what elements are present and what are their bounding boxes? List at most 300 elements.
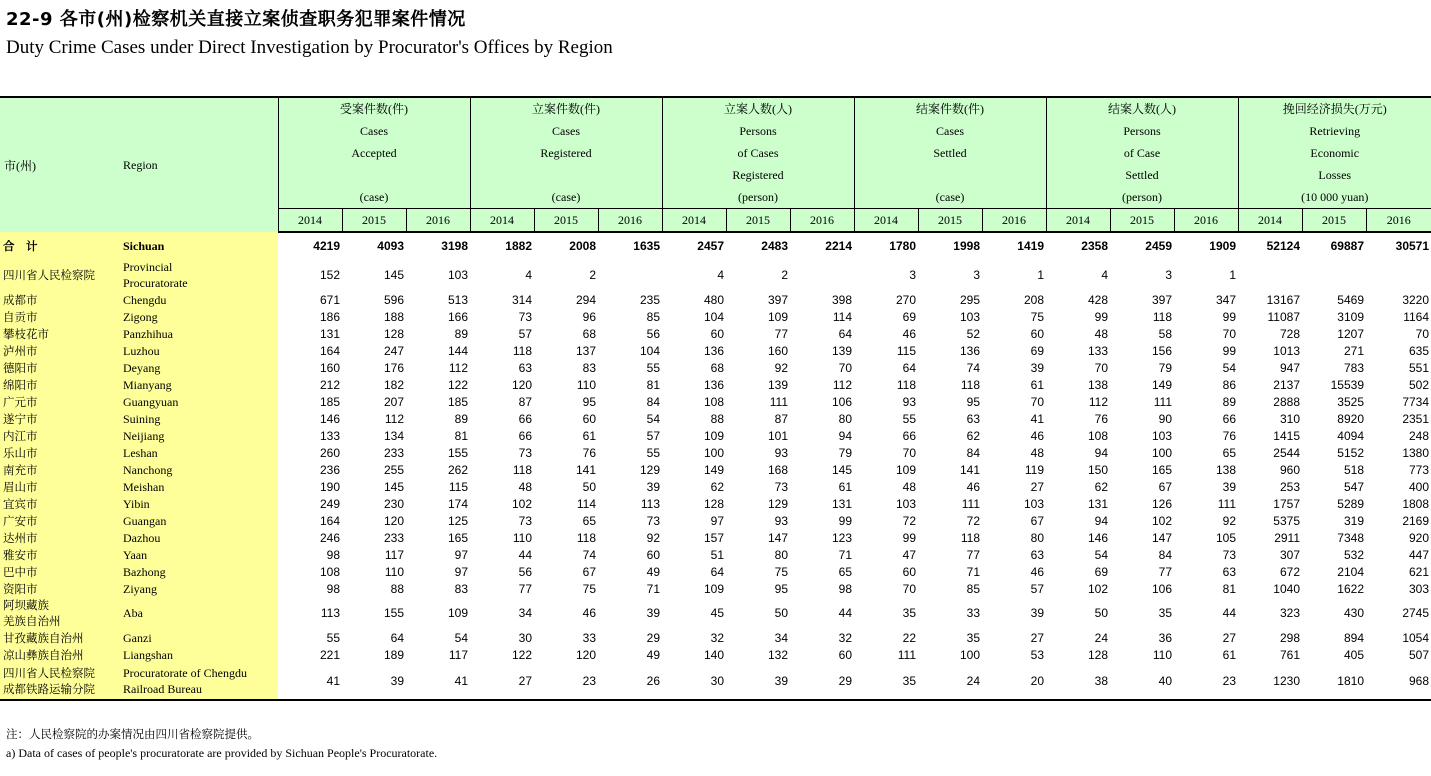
value-cell: 2483 bbox=[761, 239, 788, 253]
value-cell: 34 bbox=[518, 606, 532, 620]
value-cell: 95 bbox=[774, 581, 788, 596]
value-cell: 108 bbox=[319, 564, 340, 579]
value-cell: 41 bbox=[1030, 411, 1044, 426]
value-cell: 5152 bbox=[1337, 445, 1364, 460]
value-cell: 112 bbox=[832, 377, 852, 392]
region-en: Bazhong bbox=[119, 563, 278, 580]
region-cn: 甘孜藏族自治州 bbox=[0, 629, 119, 646]
value-cell: 99 bbox=[1222, 309, 1236, 324]
value-cell: 3 bbox=[909, 268, 916, 282]
value-cell: 152 bbox=[319, 268, 340, 282]
value-cell: 260 bbox=[319, 445, 340, 460]
region-en: Luzhou bbox=[119, 342, 278, 359]
value-cell: 150 bbox=[1087, 462, 1108, 477]
value-cell: 33 bbox=[966, 606, 980, 620]
value-cell: 39 bbox=[1222, 479, 1236, 494]
value-cell: 118 bbox=[576, 530, 596, 545]
value-cell: 114 bbox=[576, 496, 596, 511]
value-cell: 207 bbox=[383, 394, 404, 409]
value-cell: 76 bbox=[1222, 428, 1236, 443]
value-cell: 109 bbox=[767, 309, 788, 324]
value-cell: 7348 bbox=[1337, 530, 1364, 545]
region-en: Procuratorate of Chengdu Railroad Bureau bbox=[119, 663, 278, 700]
value-cell: 2459 bbox=[1145, 239, 1172, 253]
value-cell: 39 bbox=[1030, 360, 1044, 375]
value-cell: 68 bbox=[710, 360, 724, 375]
value-cell: 174 bbox=[447, 496, 468, 511]
value-cell: 3109 bbox=[1337, 309, 1364, 324]
value-cell: 74 bbox=[966, 360, 980, 375]
value-cell: 26 bbox=[598, 663, 662, 700]
value-cell: 68 bbox=[582, 326, 596, 341]
value-cell: 75 bbox=[1030, 309, 1044, 324]
table-row bbox=[0, 427, 1431, 444]
value-cell: 110 bbox=[512, 530, 532, 545]
year-header: 2015 bbox=[1110, 209, 1174, 233]
value-cell: 99 bbox=[1094, 309, 1108, 324]
table-row bbox=[0, 512, 1431, 529]
value-cell: 109 bbox=[703, 428, 724, 443]
value-cell: 50 bbox=[582, 479, 596, 494]
value-cell: 103 bbox=[1151, 428, 1172, 443]
value-cell: 160 bbox=[319, 360, 340, 375]
region-en: Aba bbox=[119, 597, 278, 629]
year-header: 2015 bbox=[918, 209, 982, 233]
value-cell: 136 bbox=[959, 343, 980, 358]
value-cell: 32 bbox=[710, 630, 724, 645]
value-cell: 314 bbox=[511, 292, 532, 307]
value-cell: 728 bbox=[1279, 326, 1300, 341]
value-cell: 428 bbox=[1087, 292, 1108, 307]
value-cell: 295 bbox=[959, 292, 980, 307]
value-cell: 39 bbox=[1030, 606, 1044, 620]
value-cell: 129 bbox=[767, 496, 788, 511]
year-header: 2014 bbox=[278, 209, 342, 233]
value-cell: 47 bbox=[902, 547, 916, 562]
value-cell: 1810 bbox=[1302, 663, 1366, 700]
value-cell: 64 bbox=[902, 360, 916, 375]
value-cell: 23 bbox=[1174, 663, 1238, 700]
value-cell: 15539 bbox=[1330, 377, 1364, 392]
value-cell: 93 bbox=[902, 394, 916, 409]
value-cell: 77 bbox=[774, 326, 788, 341]
value-cell: 44 bbox=[1222, 606, 1236, 620]
table-row bbox=[0, 597, 1431, 629]
value-cell: 400 bbox=[1408, 479, 1430, 494]
value-cell: 621 bbox=[1408, 564, 1430, 579]
value-cell: 212 bbox=[319, 377, 340, 392]
value-cell: 27 bbox=[1030, 479, 1044, 494]
year-header: 2015 bbox=[1302, 209, 1366, 233]
year-header: 2014 bbox=[662, 209, 726, 233]
value-cell: 23 bbox=[534, 663, 598, 700]
value-cell: 109 bbox=[895, 462, 916, 477]
region-en: Guangan bbox=[119, 512, 278, 529]
value-cell: 480 bbox=[703, 292, 724, 307]
table-row bbox=[0, 546, 1431, 563]
value-cell: 88 bbox=[390, 581, 404, 596]
value-cell: 139 bbox=[831, 343, 852, 358]
value-cell: 62 bbox=[1094, 479, 1108, 494]
value-cell: 2008 bbox=[569, 239, 596, 253]
value-cell: 249 bbox=[319, 496, 340, 511]
value-cell: 4 bbox=[1101, 268, 1108, 282]
value-cell: 5289 bbox=[1337, 496, 1364, 511]
value-cell: 77 bbox=[966, 547, 980, 562]
region-en: Nanchong bbox=[119, 461, 278, 478]
value-cell: 166 bbox=[447, 309, 468, 324]
value-cell: 50 bbox=[1094, 606, 1108, 620]
year-header: 2016 bbox=[982, 209, 1046, 233]
value-cell: 144 bbox=[447, 343, 468, 358]
value-cell: 1419 bbox=[1017, 239, 1044, 253]
table-row bbox=[0, 461, 1431, 478]
value-cell: 136 bbox=[703, 343, 724, 358]
value-cell: 104 bbox=[639, 343, 660, 358]
value-cell: 2214 bbox=[825, 239, 852, 253]
region-en: Ziyang bbox=[119, 580, 278, 597]
value-cell: 114 bbox=[832, 309, 852, 324]
value-cell: 128 bbox=[703, 496, 724, 511]
value-cell: 141 bbox=[959, 462, 980, 477]
value-cell: 109 bbox=[447, 606, 468, 620]
value-cell: 54 bbox=[1094, 547, 1108, 562]
value-cell: 547 bbox=[1343, 479, 1364, 494]
value-cell: 1998 bbox=[953, 239, 980, 253]
value-cell: 447 bbox=[1408, 547, 1430, 562]
value-cell: 155 bbox=[383, 606, 404, 620]
data-table bbox=[0, 96, 1431, 701]
value-cell: 133 bbox=[319, 428, 340, 443]
value-cell: 507 bbox=[1408, 647, 1430, 662]
value-cell: 98 bbox=[326, 547, 340, 562]
table-row bbox=[0, 259, 1431, 291]
value-cell: 2888 bbox=[1273, 394, 1300, 409]
value-cell: 92 bbox=[1222, 513, 1236, 528]
value-cell: 100 bbox=[703, 445, 724, 460]
table-row bbox=[0, 393, 1431, 410]
value-cell: 190 bbox=[319, 479, 340, 494]
value-cell: 87 bbox=[774, 411, 788, 426]
value-cell: 920 bbox=[1408, 530, 1430, 545]
value-cell: 120 bbox=[383, 513, 404, 528]
value-cell: 80 bbox=[1030, 530, 1044, 545]
value-cell: 61 bbox=[1222, 647, 1236, 662]
value-cell: 70 bbox=[902, 445, 916, 460]
value-cell: 119 bbox=[1024, 462, 1044, 477]
value-cell: 92 bbox=[774, 360, 788, 375]
value-cell: 29 bbox=[790, 663, 854, 700]
value-cell: 73 bbox=[518, 445, 532, 460]
value-cell: 118 bbox=[960, 377, 980, 392]
value-cell: 56 bbox=[646, 326, 660, 341]
value-cell: 77 bbox=[1158, 564, 1172, 579]
table-row bbox=[0, 308, 1431, 325]
value-cell: 99 bbox=[902, 530, 916, 545]
value-cell: 120 bbox=[511, 377, 532, 392]
value-cell: 397 bbox=[767, 292, 788, 307]
value-cell: 137 bbox=[575, 343, 596, 358]
value-cell: 960 bbox=[1279, 462, 1300, 477]
value-cell: 97 bbox=[454, 564, 468, 579]
value-cell: 253 bbox=[1279, 479, 1300, 494]
value-cell: 46 bbox=[902, 326, 916, 341]
value-cell: 1780 bbox=[889, 239, 916, 253]
value-cell: 39 bbox=[342, 663, 406, 700]
region-en: Zigong bbox=[119, 308, 278, 325]
region-cn: 遂宁市 bbox=[0, 410, 119, 427]
value-cell: 147 bbox=[767, 530, 788, 545]
region-cn: 达州市 bbox=[0, 529, 119, 546]
value-cell: 46 bbox=[582, 606, 596, 620]
value-cell: 1013 bbox=[1273, 343, 1300, 358]
year-header: 2016 bbox=[598, 209, 662, 233]
year-header: 2016 bbox=[790, 209, 854, 233]
region-cn: 巴中市 bbox=[0, 563, 119, 580]
value-cell: 2104 bbox=[1337, 564, 1364, 579]
value-cell: 39 bbox=[726, 663, 790, 700]
value-cell: 149 bbox=[703, 462, 724, 477]
value-cell: 398 bbox=[831, 292, 852, 307]
value-cell: 85 bbox=[646, 309, 660, 324]
table-row bbox=[0, 563, 1431, 580]
value-cell: 54 bbox=[454, 630, 468, 645]
region-en: Yaan bbox=[119, 546, 278, 563]
value-cell: 1415 bbox=[1273, 428, 1300, 443]
value-cell: 255 bbox=[383, 462, 404, 477]
value-cell: 95 bbox=[966, 394, 980, 409]
year-header: 2014 bbox=[854, 209, 918, 233]
value-cell: 27 bbox=[1222, 630, 1236, 645]
table-row bbox=[0, 663, 1431, 700]
table-row bbox=[0, 629, 1431, 646]
value-cell: 55 bbox=[326, 630, 340, 645]
value-cell: 235 bbox=[639, 292, 660, 307]
value-cell: 103 bbox=[959, 309, 980, 324]
value-cell: 3 bbox=[973, 268, 980, 282]
region-cn: 攀枝花市 bbox=[0, 325, 119, 342]
value-cell: 347 bbox=[1215, 292, 1236, 307]
header-group-persons-settled: 结案人数(人) Persons of Case Settled (person) bbox=[1046, 97, 1238, 209]
value-cell: 48 bbox=[902, 479, 916, 494]
value-cell: 947 bbox=[1279, 360, 1300, 375]
region-en: Mianyang bbox=[119, 376, 278, 393]
header-group-persons-registered: 立案人数(人) Persons of Cases Registered (person) bbox=[662, 97, 854, 209]
value-cell: 86 bbox=[1222, 377, 1236, 392]
value-cell: 80 bbox=[838, 411, 852, 426]
region-cn: 阿坝藏族 羌族自治州 bbox=[0, 597, 119, 629]
year-header: 2015 bbox=[342, 209, 406, 233]
value-cell: 635 bbox=[1408, 343, 1430, 358]
value-cell: 111 bbox=[897, 647, 916, 662]
value-cell: 60 bbox=[582, 411, 596, 426]
value-cell: 111 bbox=[961, 496, 980, 511]
value-cell: 246 bbox=[319, 530, 340, 545]
value-cell: 3220 bbox=[1402, 292, 1430, 307]
value-cell: 262 bbox=[447, 462, 468, 477]
value-cell: 51 bbox=[710, 547, 724, 562]
value-cell: 141 bbox=[575, 462, 596, 477]
value-cell: 115 bbox=[896, 343, 916, 358]
value-cell: 67 bbox=[1030, 513, 1044, 528]
value-cell: 73 bbox=[518, 309, 532, 324]
value-cell: 72 bbox=[902, 513, 916, 528]
value-cell: 182 bbox=[383, 377, 404, 392]
value-cell: 46 bbox=[1030, 428, 1044, 443]
region-en: Panzhihua bbox=[119, 325, 278, 342]
value-cell: 131 bbox=[1087, 496, 1108, 511]
value-cell: 79 bbox=[1158, 360, 1172, 375]
value-cell: 248 bbox=[1408, 428, 1430, 443]
value-cell: 131 bbox=[831, 496, 852, 511]
value-cell: 89 bbox=[1222, 394, 1236, 409]
value-cell: 108 bbox=[1087, 428, 1108, 443]
value-cell: 89 bbox=[454, 326, 468, 341]
value-cell: 105 bbox=[1215, 530, 1236, 545]
region-cn: 四川省人民检察院 bbox=[0, 259, 119, 291]
value-cell: 672 bbox=[1279, 564, 1300, 579]
value-cell: 773 bbox=[1408, 462, 1430, 477]
value-cell: 102 bbox=[511, 496, 532, 511]
value-cell: 69 bbox=[902, 309, 916, 324]
value-cell: 2 bbox=[589, 268, 596, 282]
region-en: Liangshan bbox=[119, 646, 278, 663]
value-cell: 103 bbox=[895, 496, 916, 511]
region-cn: 南充市 bbox=[0, 461, 119, 478]
value-cell: 30571 bbox=[1395, 239, 1430, 253]
value-cell: 79 bbox=[838, 445, 852, 460]
value-cell: 106 bbox=[831, 394, 852, 409]
value-cell: 44 bbox=[838, 606, 852, 620]
value-cell: 2745 bbox=[1402, 606, 1430, 620]
value-cell: 81 bbox=[454, 428, 468, 443]
value-cell: 2544 bbox=[1273, 445, 1300, 460]
value-cell: 65 bbox=[838, 564, 852, 579]
region-cn: 雅安市 bbox=[0, 546, 119, 563]
value-cell: 109 bbox=[703, 581, 724, 596]
region-cn: 内江市 bbox=[0, 427, 119, 444]
value-cell: 502 bbox=[1408, 377, 1430, 392]
value-cell: 55 bbox=[646, 360, 660, 375]
value-cell: 73 bbox=[1222, 547, 1236, 562]
value-cell: 60 bbox=[1030, 326, 1044, 341]
value-cell: 97 bbox=[710, 513, 724, 528]
value-cell: 230 bbox=[383, 496, 404, 511]
value-cell: 2137 bbox=[1273, 377, 1300, 392]
header-group-cases-settled: 结案件数(件) Cases Settled (case) bbox=[854, 97, 1046, 209]
value-cell: 57 bbox=[518, 326, 532, 341]
region-cn: 乐山市 bbox=[0, 444, 119, 461]
value-cell: 62 bbox=[966, 428, 980, 443]
value-cell: 67 bbox=[582, 564, 596, 579]
region-en: Yibin bbox=[119, 495, 278, 512]
value-cell: 101 bbox=[767, 428, 788, 443]
value-cell: 94 bbox=[838, 428, 852, 443]
value-cell: 30 bbox=[518, 630, 532, 645]
value-cell: 118 bbox=[896, 377, 916, 392]
page-title-cn: 22-9 各市(州)检察机关直接立案侦查职务犯罪案件情况 bbox=[6, 9, 466, 30]
value-cell: 430 bbox=[1343, 606, 1364, 620]
value-cell: 221 bbox=[319, 647, 340, 662]
value-cell: 61 bbox=[1030, 377, 1044, 392]
value-cell: 93 bbox=[774, 513, 788, 528]
value-cell bbox=[598, 259, 662, 291]
value-cell: 63 bbox=[1222, 564, 1236, 579]
value-cell: 188 bbox=[383, 309, 404, 324]
value-cell: 146 bbox=[1087, 530, 1108, 545]
value-cell: 73 bbox=[774, 479, 788, 494]
value-cell: 165 bbox=[1151, 462, 1172, 477]
value-cell: 27 bbox=[1030, 630, 1044, 645]
value-cell: 76 bbox=[582, 445, 596, 460]
value-cell: 131 bbox=[319, 326, 340, 341]
value-cell: 397 bbox=[1151, 292, 1172, 307]
value-cell: 3 bbox=[1165, 268, 1172, 282]
region-en: Dazhou bbox=[119, 529, 278, 546]
value-cell: 48 bbox=[518, 479, 532, 494]
total-row bbox=[0, 232, 1431, 259]
region-cn: 眉山市 bbox=[0, 478, 119, 495]
value-cell: 56 bbox=[518, 564, 532, 579]
value-cell: 270 bbox=[895, 292, 916, 307]
region-en: Sichuan bbox=[119, 232, 278, 259]
value-cell: 97 bbox=[454, 547, 468, 562]
year-header: 2016 bbox=[1174, 209, 1238, 233]
header-group-cases-registered: 立案件数(件) Cases Registered (case) bbox=[470, 97, 662, 209]
value-cell: 110 bbox=[1152, 647, 1172, 662]
value-cell: 168 bbox=[767, 462, 788, 477]
value-cell: 98 bbox=[838, 581, 852, 596]
value-cell: 74 bbox=[582, 547, 596, 562]
value-cell: 236 bbox=[319, 462, 340, 477]
year-header: 2014 bbox=[1238, 209, 1302, 233]
value-cell: 60 bbox=[838, 647, 852, 662]
value-cell: 64 bbox=[710, 564, 724, 579]
value-cell: 102 bbox=[1151, 513, 1172, 528]
value-cell: 117 bbox=[448, 647, 468, 662]
value-cell: 165 bbox=[447, 530, 468, 545]
year-header: 2016 bbox=[1366, 209, 1431, 233]
table-row bbox=[0, 291, 1431, 308]
value-cell: 35 bbox=[1158, 606, 1172, 620]
value-cell: 551 bbox=[1408, 360, 1430, 375]
value-cell: 108 bbox=[703, 394, 724, 409]
value-cell: 34 bbox=[774, 630, 788, 645]
value-cell: 102 bbox=[1087, 581, 1108, 596]
value-cell: 24 bbox=[918, 663, 982, 700]
value-cell: 11087 bbox=[1267, 309, 1300, 324]
value-cell: 69887 bbox=[1330, 239, 1364, 253]
value-cell: 2457 bbox=[697, 239, 724, 253]
region-cn: 泸州市 bbox=[0, 342, 119, 359]
table-row bbox=[0, 580, 1431, 597]
value-cell: 1635 bbox=[633, 239, 660, 253]
value-cell: 1040 bbox=[1273, 581, 1300, 596]
value-cell: 100 bbox=[959, 647, 980, 662]
value-cell: 53 bbox=[1030, 647, 1044, 662]
value-cell: 70 bbox=[838, 360, 852, 375]
value-cell: 73 bbox=[518, 513, 532, 528]
value-cell: 52124 bbox=[1266, 239, 1300, 253]
value-cell: 147 bbox=[1151, 530, 1172, 545]
value-cell: 118 bbox=[960, 530, 980, 545]
value-cell: 518 bbox=[1343, 462, 1364, 477]
value-cell: 70 bbox=[1030, 394, 1044, 409]
header-row bbox=[0, 97, 1431, 209]
value-cell: 1622 bbox=[1337, 581, 1364, 596]
value-cell: 164 bbox=[319, 513, 340, 528]
value-cell: 122 bbox=[511, 647, 532, 662]
